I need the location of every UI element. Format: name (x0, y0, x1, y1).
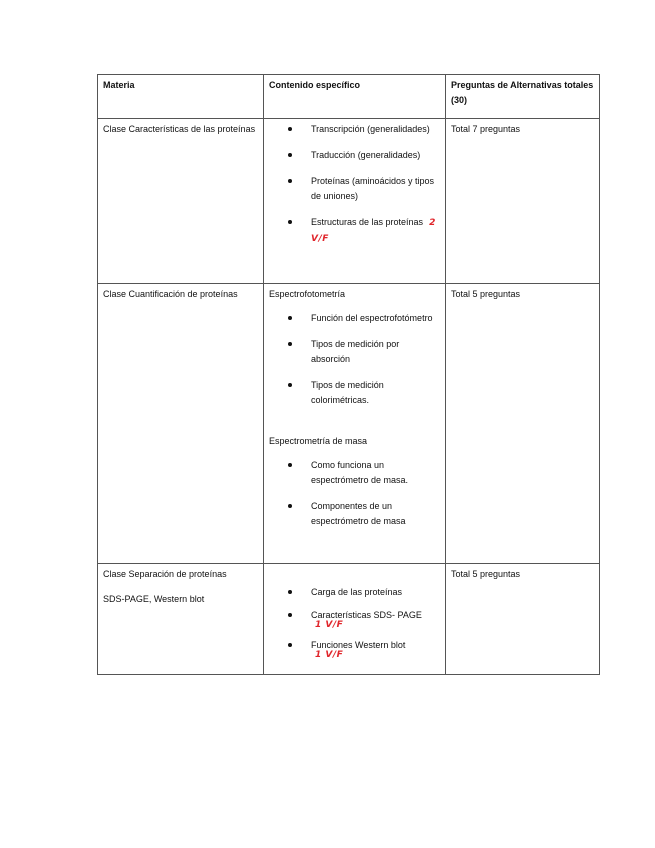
content-list (269, 311, 440, 408)
content-list (269, 122, 440, 247)
item-text: Tipos de medición por absorción (311, 339, 400, 364)
header-contenido: Contenido específico (264, 75, 446, 119)
list-item (269, 311, 440, 326)
materia-cell (98, 284, 264, 564)
section-title: Espectrometría de masa (269, 436, 368, 446)
bullet-icon (288, 613, 292, 617)
materia-text: Clase Características de las proteínas (103, 124, 256, 134)
table-row (98, 119, 600, 284)
total-text: Total 7 preguntas (451, 124, 521, 134)
handwritten-annotation: 1 V/F (315, 620, 344, 630)
table-row (98, 564, 600, 675)
section-title: Espectrofotometría (269, 289, 346, 299)
contenido-cell (264, 564, 446, 675)
item-text: Estructuras de las proteínas (311, 217, 424, 227)
bullet-icon (288, 220, 292, 224)
item-text: Proteínas (aminoácidos y tipos de uniones) (311, 176, 435, 201)
item-text: Como funciona un espectrómetro de masa. (311, 460, 409, 485)
list-item (269, 148, 440, 163)
list-item (269, 608, 440, 630)
content-list (269, 458, 440, 529)
item-text: Características SDS- PAGE (311, 610, 422, 620)
total-text: Total 5 preguntas (451, 289, 521, 299)
header-materia: Materia (98, 75, 264, 119)
syllabus-table (97, 74, 600, 675)
item-text: Tipos de medición colorimétricas. (311, 380, 384, 405)
list-item (269, 458, 440, 488)
bullet-icon (288, 383, 292, 387)
list-item (269, 378, 440, 408)
item-text: Funciones Western blot (311, 640, 406, 650)
handwritten-annotation: 1 V/F (315, 650, 344, 660)
item-text: Función del espectrofotómetro (311, 313, 433, 323)
item-text: Carga de las proteínas (311, 587, 403, 597)
materia-cell (98, 564, 264, 675)
bullet-icon (288, 153, 292, 157)
bullet-icon (288, 342, 292, 346)
item-text: Transcripción (generalidades) (311, 124, 430, 134)
total-cell (446, 564, 600, 675)
total-cell (446, 284, 600, 564)
list-item (269, 122, 440, 137)
handwritten-annotation: 2 V/F (311, 218, 436, 244)
list-item (269, 337, 440, 367)
total-text: Total 5 preguntas (451, 569, 521, 579)
list-item (269, 585, 440, 600)
contenido-cell (264, 119, 446, 284)
total-cell (446, 119, 600, 284)
bullet-icon (288, 504, 292, 508)
list-item (269, 215, 440, 247)
bullet-icon (288, 179, 292, 183)
materia-text: Clase Separación de proteínas (103, 569, 227, 579)
bullet-icon (288, 590, 292, 594)
bullet-icon (288, 316, 292, 320)
list-item (269, 499, 440, 529)
list-item (269, 638, 440, 660)
header-row (98, 75, 600, 119)
header-preguntas: Preguntas de Alternativas totales (30) (446, 75, 600, 119)
materia-text: Clase Cuantificación de proteínas (103, 289, 238, 299)
table-row (98, 284, 600, 564)
bullet-icon (288, 127, 292, 131)
list-item (269, 174, 440, 204)
contenido-cell (264, 284, 446, 564)
bullet-icon (288, 643, 292, 647)
item-text: Componentes de un espectrómetro de masa (311, 501, 406, 526)
materia-cell (98, 119, 264, 284)
materia-subtext: SDS-PAGE, Western blot (103, 594, 205, 604)
item-text: Traducción (generalidades) (311, 150, 421, 160)
bullet-icon (288, 463, 292, 467)
content-list (269, 585, 440, 660)
